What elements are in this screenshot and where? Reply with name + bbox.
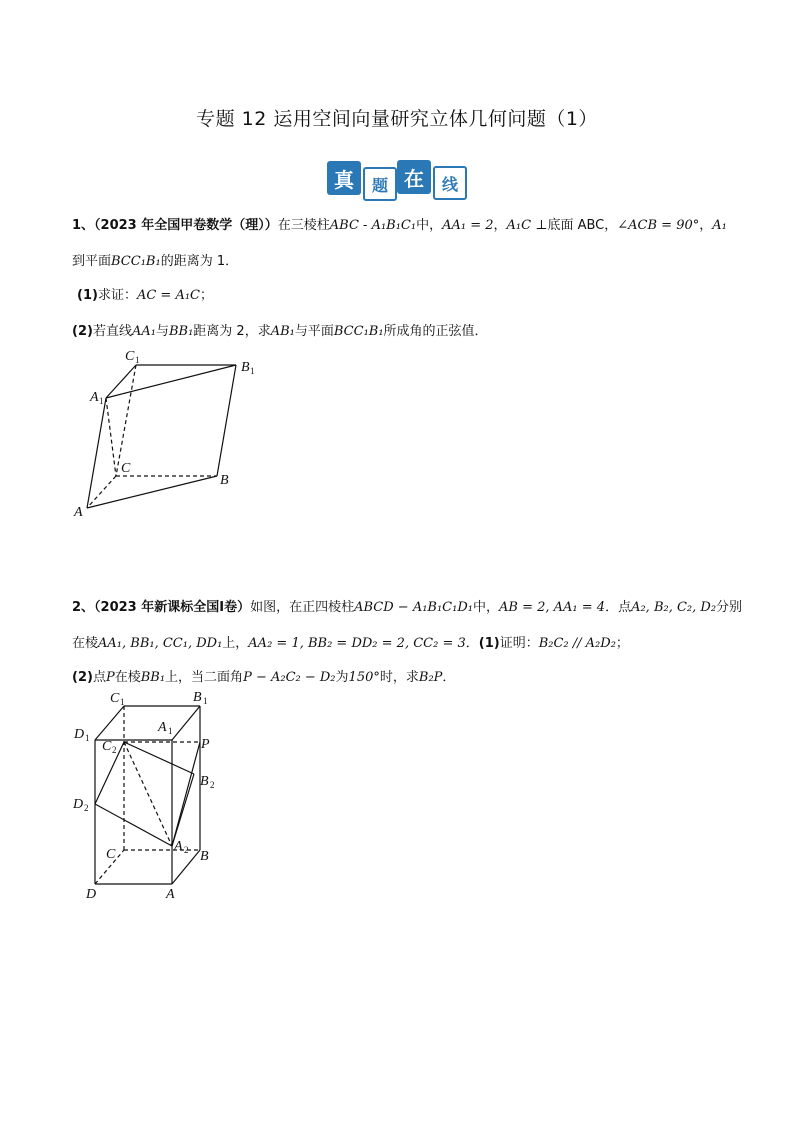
text-fragment: AA₁ xyxy=(131,324,156,339)
label-D2: D xyxy=(73,797,84,812)
text-fragment: BCC₁B₁ xyxy=(111,254,161,269)
label-A1: A xyxy=(90,390,99,405)
problem2-line2 xyxy=(72,632,629,651)
label-A1: A xyxy=(158,720,167,735)
text-fragment: 在棱 xyxy=(114,670,141,685)
text-fragment: (2) xyxy=(72,324,93,339)
text-fragment: ； xyxy=(615,636,629,651)
problem2-figure xyxy=(60,684,240,909)
problem1-line2 xyxy=(72,250,238,269)
text-fragment: 在棱 xyxy=(72,636,99,651)
badge-char-1: 真 xyxy=(327,161,361,195)
text-fragment: 150° xyxy=(348,670,380,685)
text-fragment: BB₁ xyxy=(140,670,166,685)
text-fragment: A₁C ⊥ xyxy=(506,218,548,233)
label-subscript: 2 xyxy=(112,745,117,755)
label-D: D xyxy=(86,887,97,902)
label-subscript: 2 xyxy=(210,780,215,790)
problem1-question2 xyxy=(72,320,488,339)
text-fragment: AB = 2, AA₁ = 4 xyxy=(499,600,606,615)
text-fragment: 与平面 xyxy=(294,324,334,339)
text-fragment: ， xyxy=(699,218,713,233)
text-fragment: B₂P xyxy=(418,670,443,685)
text-fragment: P − A₂C₂ − D₂ xyxy=(243,670,336,685)
label-subscript: 1 xyxy=(203,696,208,706)
text-fragment: 1、 xyxy=(72,218,95,233)
text-fragment: 底面 ABC， xyxy=(547,218,618,233)
text-fragment: 点 xyxy=(92,670,106,685)
text-fragment: 若直线 xyxy=(92,324,132,339)
label-C2: C xyxy=(102,739,112,754)
label-subscript: 2 xyxy=(84,803,89,813)
label-B: B xyxy=(200,849,209,864)
text-fragment: ∠ACB = 90° xyxy=(617,218,700,233)
label-subscript: 1 xyxy=(250,366,255,376)
text-fragment: 与 xyxy=(155,324,169,339)
badge-char-4: 线 xyxy=(433,166,467,200)
label-B1: B xyxy=(241,360,250,375)
label-A2: A xyxy=(174,839,183,854)
text-fragment: （2023 年新课标全国Ⅰ卷） xyxy=(94,600,251,615)
text-fragment: (1) xyxy=(478,636,500,651)
text-fragment: 求证： xyxy=(97,288,137,303)
text-fragment: ， xyxy=(493,218,507,233)
text-fragment: 证明： xyxy=(499,636,539,651)
problem1-question1 xyxy=(77,284,213,303)
text-fragment: (2) xyxy=(72,670,93,685)
label-subscript: 1 xyxy=(99,396,104,406)
label-C: C xyxy=(106,847,116,862)
label-B2: B xyxy=(200,774,209,789)
label-subscript: 2 xyxy=(184,845,189,855)
text-fragment: 的距离为 1． xyxy=(160,254,239,269)
label-subscript: 1 xyxy=(168,726,173,736)
text-fragment: 分别 xyxy=(716,600,743,615)
label-subscript: 1 xyxy=(85,733,90,743)
label-C1: C xyxy=(110,691,120,706)
page-title: 专题 12 运用空间向量研究立体几何问题（1） xyxy=(196,108,598,130)
text-fragment: ． xyxy=(442,670,456,685)
badge-char-2: 题 xyxy=(363,167,397,201)
text-fragment: ABC - A₁B₁C₁ xyxy=(329,218,417,233)
label-subscript: 1 xyxy=(120,697,125,707)
problem2-line1 xyxy=(72,596,742,615)
text-fragment: AA₁, BB₁, CC₁, DD₁ xyxy=(98,636,223,651)
text-fragment: 中， xyxy=(416,218,443,233)
text-fragment: ．点 xyxy=(605,600,632,615)
problem1-figure xyxy=(60,340,280,530)
text-fragment: 所成角的正弦值． xyxy=(383,324,488,339)
text-fragment: 为 xyxy=(335,670,349,685)
text-fragment: A₁ xyxy=(712,218,727,233)
label-A: A xyxy=(74,505,83,520)
text-fragment: 在三棱柱 xyxy=(277,218,330,233)
text-fragment: 距离为 2，求 xyxy=(193,324,271,339)
text-fragment: 上， xyxy=(222,636,249,651)
label-B1: B xyxy=(193,690,202,705)
text-fragment: 时，求 xyxy=(379,670,419,685)
label-P: P xyxy=(201,737,210,752)
text-fragment: 到平面 xyxy=(72,254,112,269)
text-fragment: AA₁ = 2 xyxy=(442,218,494,233)
text-fragment: ． xyxy=(465,636,479,651)
text-fragment: AB₁ xyxy=(270,324,295,339)
label-C: C xyxy=(121,461,131,476)
section-badge xyxy=(327,158,469,200)
label-B: B xyxy=(220,473,229,488)
text-fragment: (1) xyxy=(77,288,98,303)
problem1-line1 xyxy=(72,214,727,233)
text-fragment: 中， xyxy=(472,600,499,615)
text-fragment: BB₁ xyxy=(168,324,194,339)
text-fragment: 如图，在正四棱柱 xyxy=(250,600,355,615)
badge-char-3: 在 xyxy=(397,160,431,194)
label-D1: D xyxy=(74,727,85,742)
text-fragment: AA₂ = 1, BB₂ = DD₂ = 2, CC₂ = 3 xyxy=(248,636,466,651)
label-A: A xyxy=(166,887,175,902)
text-fragment: AC = A₁C xyxy=(136,288,200,303)
text-fragment: （2023 年全国甲卷数学（理）） xyxy=(94,218,278,233)
text-fragment: ； xyxy=(200,288,214,303)
text-fragment: B₂C₂ // A₂D₂ xyxy=(538,636,616,651)
problem2-line3 xyxy=(72,666,455,685)
text-fragment: 上，当二面角 xyxy=(165,670,244,685)
text-fragment: BCC₁B₁ xyxy=(333,324,384,339)
text-fragment: 2、 xyxy=(72,600,95,615)
label-subscript: 1 xyxy=(135,355,140,365)
text-fragment: P xyxy=(105,670,115,685)
text-fragment: A₂, B₂, C₂, D₂ xyxy=(631,600,717,615)
label-C1: C xyxy=(125,349,135,364)
text-fragment: ABCD − A₁B₁C₁D₁ xyxy=(354,600,473,615)
